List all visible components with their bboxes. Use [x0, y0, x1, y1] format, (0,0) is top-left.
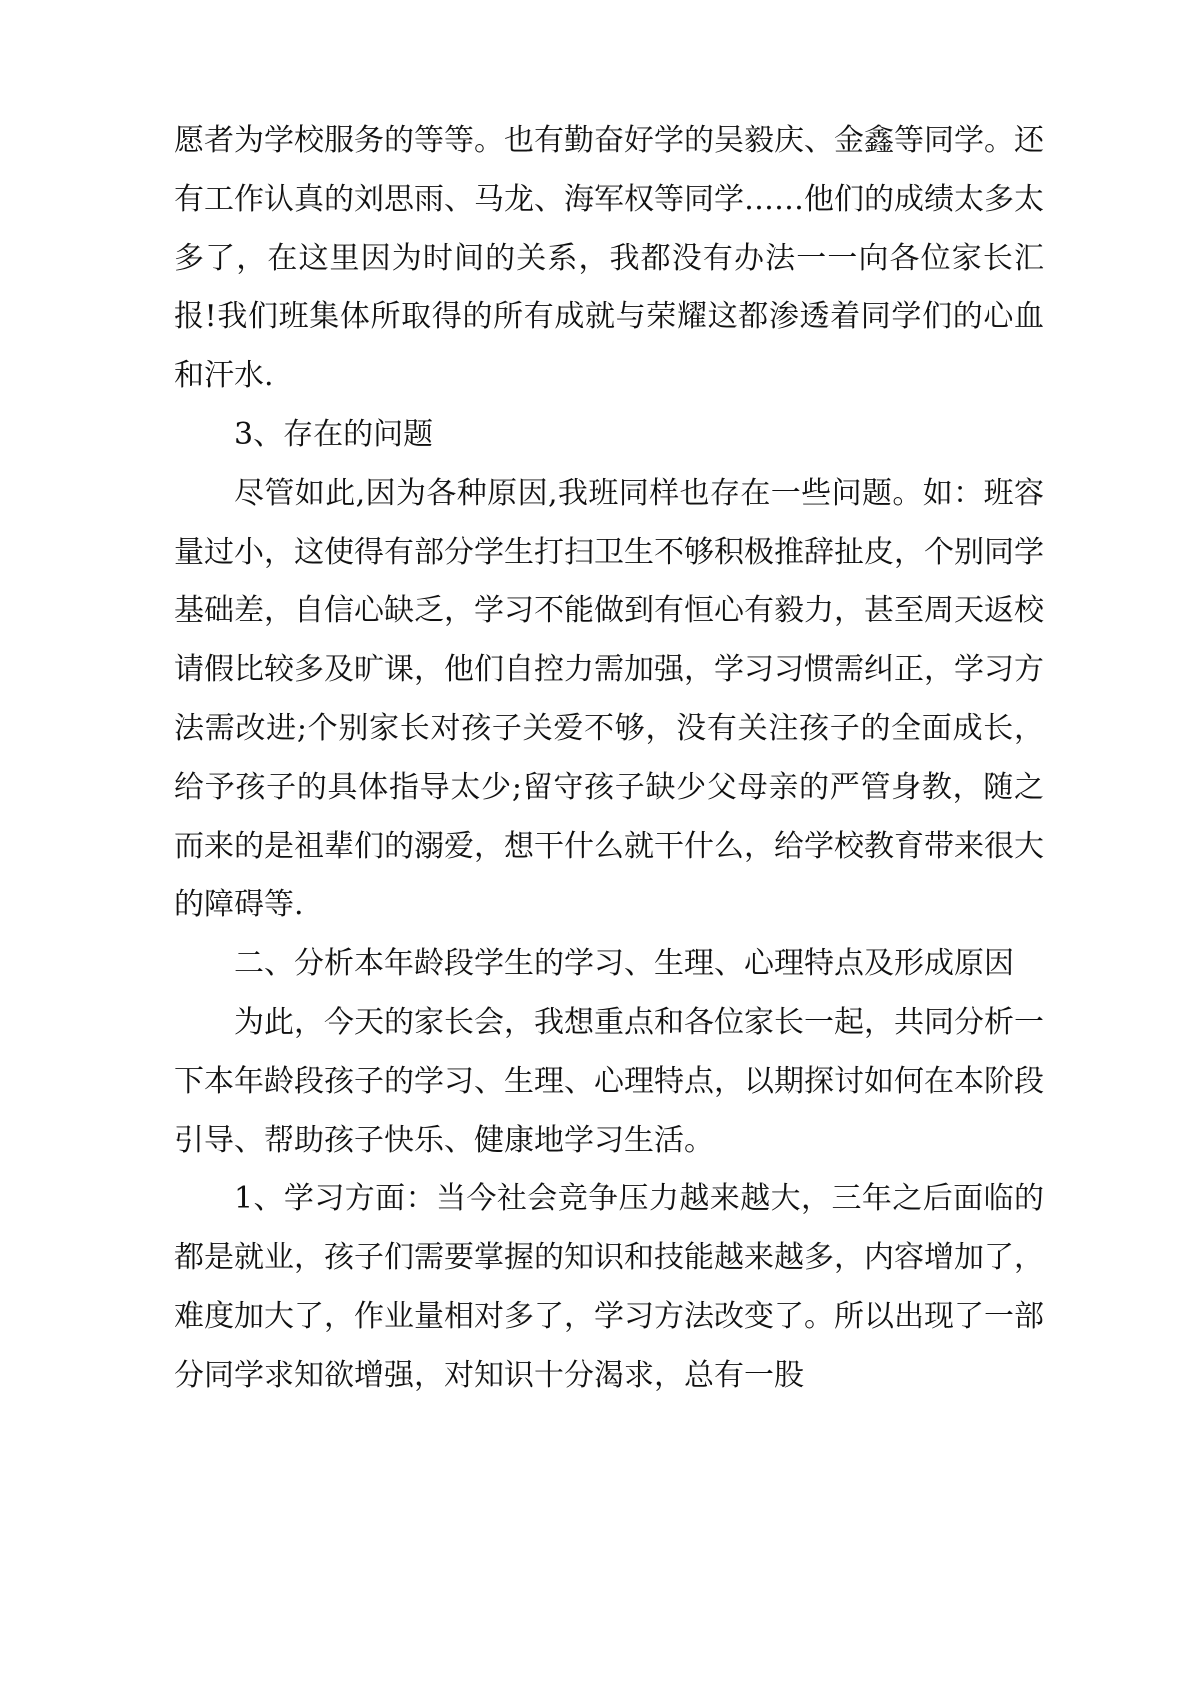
paragraph-study-aspect: 1、学习方面：当今社会竞争压力越来越大，三年之后面临的都是就业，孩子们需要掌握的知识和技能越来越多，内容增加了，难度加大了，作业量相对多了，学习方法改变了。所以出现了一部分同学求知欲增强，对知识十分渴求，总有一股: [174, 1181, 1044, 1393]
paragraph-achievements: 愿者为学校服务的等等。也有勤奋好学的吴毅庆、金鑫等同学。还有工作认真的刘思雨、马龙、海军权等同学……他们的成绩太多太多了，在这里因为时间的关系，我都没有办法一一向各位家长汇报!我们班集体所取得的所有成就与荣耀这都渗透着同学们的心血和汗水.: [174, 123, 1044, 394]
paragraph-problems: 尽管如此,因为各种原因,我班同样也存在一些问题。如：班容量过小，这使得有部分学生打扫卫生不够积极推辞扯皮，个别同学基础差，自信心缺乏，学习不能做到有恒心有毅力，甚至周天返校请假比较多及旷课，他们自控力需加强，学习习惯需纠正，学习方法需改进;个别家长对孩子关爱不够，没有关注孩子的全面成长，给予孩子的具体指导太少;留守孩子缺少父母亲的严管身教，随之而来的是祖辈们的溺爱，想干什么就干什么，给学校教育带来很大的障碍等.: [174, 475, 1044, 923]
heading-problems: 3、存在的问题: [234, 416, 434, 452]
heading-analysis: 二、分析本年龄段学生的学习、生理、心理特点及形成原因: [234, 946, 1014, 982]
document-page: [174, 112, 1044, 1406]
paragraph-analysis-intro: 为此，今天的家长会，我想重点和各位家长一起，共同分析一下本年龄段孩子的学习、生理、心理特点，以期探讨如何在本阶段引导、帮助孩子快乐、健康地学习生活。: [174, 1004, 1044, 1158]
